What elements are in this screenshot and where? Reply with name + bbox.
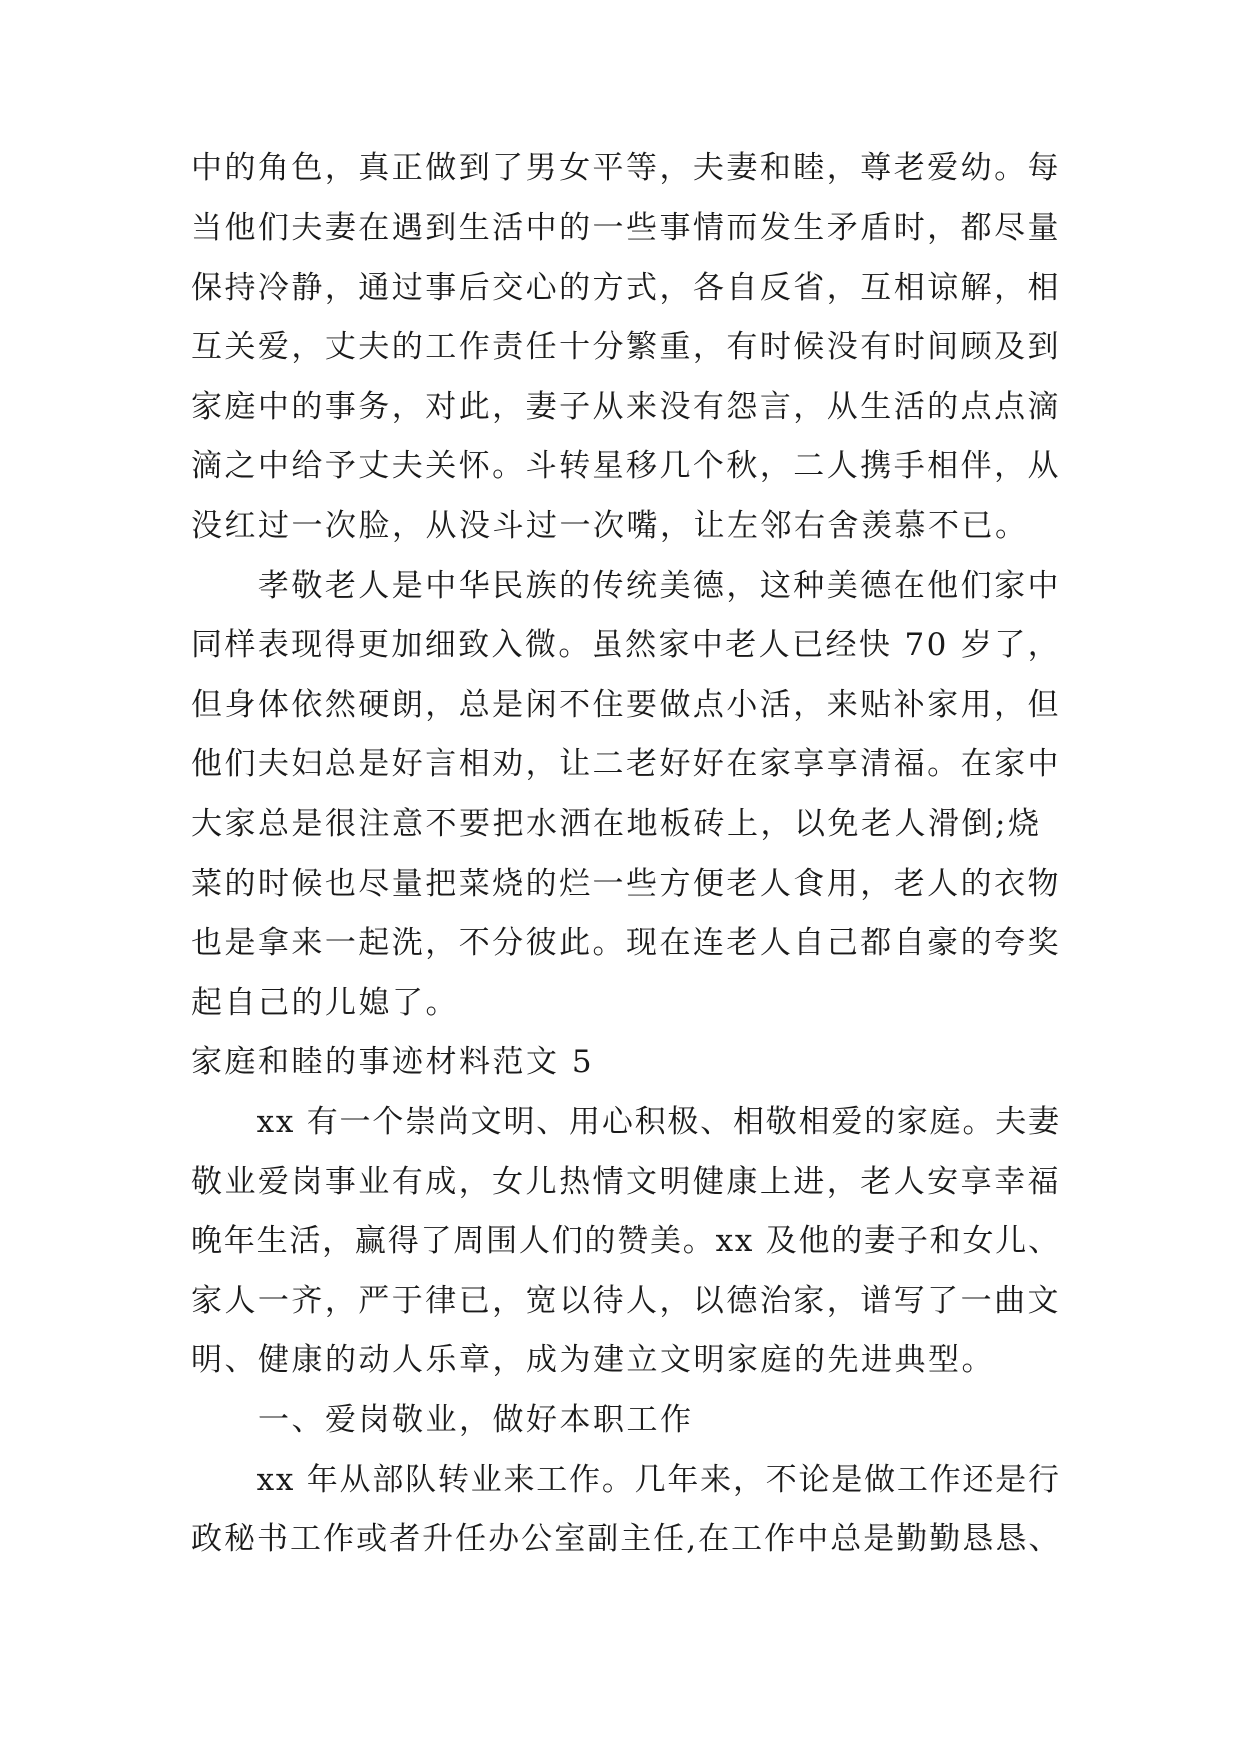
text-line: 保持冷静，通过事后交心的方式，各自反省，互相谅解，相 xyxy=(191,270,1061,306)
text-line: 没红过一次脸，从没斗过一次嘴，让左邻右舍羡慕不已。 xyxy=(191,508,1029,544)
text-line: 菜的时候也尽量把菜烧的烂一些方便老人食用，老人的衣物 xyxy=(191,866,1061,902)
text-line: 大家总是很注意不要把水洒在地板砖上，以免老人滑倒;烧 xyxy=(191,806,1042,842)
subheading: 一、爱岗敬业，做好本职工作 xyxy=(191,1402,694,1438)
text-line: 滴之中给予丈夫关怀。斗转星移几个秋，二人携手相伴，从 xyxy=(191,448,1061,484)
text-line: 敬业爱岗事业有成，女儿热情文明健康上进，老人安享幸福 xyxy=(191,1164,1061,1200)
text-line: xx 有一个崇尚文明、用心积极、相敬相爱的家庭。夫妻 xyxy=(191,1104,1061,1140)
text-line: 他们夫妇总是好言相劝，让二老好好在家享享清福。在家中 xyxy=(191,746,1061,782)
text-line: 互关爱，丈夫的工作责任十分繁重，有时候没有时间顾及到 xyxy=(191,329,1061,365)
text-line: 晚年生活，赢得了周围人们的赞美。xx 及他的妻子和女儿、 xyxy=(191,1223,1061,1259)
text-line: xx 年从部队转业来工作。几年来，不论是做工作还是行 xyxy=(191,1462,1061,1498)
text-line: 也是拿来一起洗，不分彼此。现在连老人自己都自豪的夸奖 xyxy=(191,925,1061,961)
text-line: 同样表现得更加细致入微。虽然家中老人已经快 70 岁了， xyxy=(191,627,1062,663)
text-line: 但身体依然硬朗，总是闲不住要做点小活，来贴补家用，但 xyxy=(191,687,1061,723)
text-line: 明、健康的动人乐章，成为建立文明家庭的先进典型。 xyxy=(191,1342,995,1378)
text-line: 当他们夫妻在遇到生活中的一些事情而发生矛盾时，都尽量 xyxy=(191,210,1061,246)
section-heading: 家庭和睦的事迹材料范文 5 xyxy=(191,1044,595,1080)
text-line: 孝敬老人是中华民族的传统美德，这种美德在他们家中 xyxy=(191,568,1061,604)
text-line: 起自己的儿媳了。 xyxy=(191,985,459,1021)
text-line: 家庭中的事务，对此，妻子从来没有怨言，从生活的点点滴 xyxy=(191,389,1061,425)
text-line: 家人一齐，严于律已，宽以待人，以德治家，谱写了一曲文 xyxy=(191,1283,1061,1319)
text-line: 政秘书工作或者升任办公室副主任,在工作中总是勤勤恳恳、 xyxy=(191,1521,1062,1557)
text-line: 中的角色，真正做到了男女平等，夫妻和睦，尊老爱幼。每 xyxy=(191,150,1061,186)
